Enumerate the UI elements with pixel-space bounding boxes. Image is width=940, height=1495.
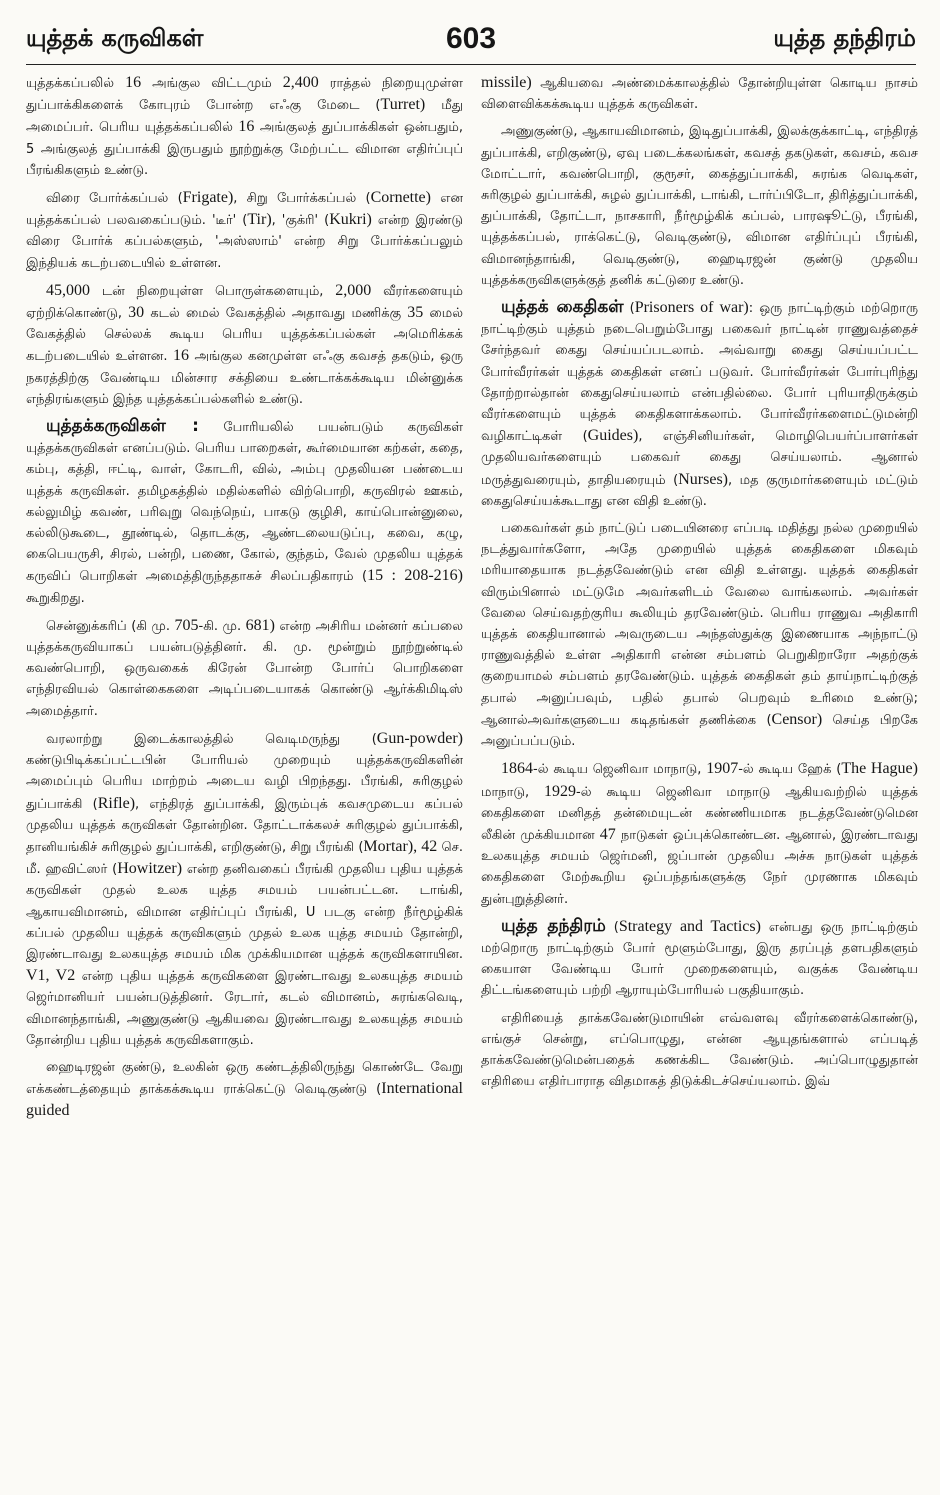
paragraph-text: போரியலில் பயன்படும் கருவிகள் யுத்தக்கருவிகள் எனப்படும். பெரிய பாறைகள், கூர்மையான கற்கள், கதை, கம்பு, கத்தி, ஈட்டி, வாள், கோடரி, வில், அம்பு முதலியன பண்டைய யுத்தக் கருவிகள். தமிழகத்தில் மதில்களில் விற்பொறி, கருவிரல் ஊகம், கல்லுமிழ் கவண், பரிவுறு வெந்நெய், பாகடு குழிசி, காய்பொன்னுலை, கல்லிடுகூடை, தூண்டில், தொடக்கு, ஆண்டலையடுப்பு, கவை, கழு, கைபெயருசி, சிரல், பன்றி, பணை, கோல், குந்தம், வேல் முதலிய யுத்தக் கருவிப் பொறிகள் அமைத்திருந்ததாகச் சிலப்பதிகாரம் (15 : 208-216) கூறுகிறது. [26, 420, 463, 606]
paragraph [26, 72, 463, 181]
paragraph-text: ஹைடிரஜன் குண்டு, உலகின் ஒரு கண்டத்திலிருந்து கொண்டே வேறு எக்கண்டத்தையும் தாக்கக்கூடிய ராக்கெட்டு வெடிகுண்டு (International guided [26, 1059, 463, 1120]
paragraph [26, 615, 463, 722]
paragraph-text: (Strategy and Tactics) என்பது ஒரு நாட்டிற்கும் மற்றொரு நாட்டிற்கும் போர் மூளும்போது, இரு தரப்புத் தளபதிகளும் கையாள வேண்டிய போர் முறைகளையும், வகுக்க வேண்டிய திட்டங்களையும் பற்றி ஆராயும்போரியல் பகுதியாகும். [481, 917, 918, 999]
paragraph-text: பகைவர்கள் தம் நாட்டுப் படையினரை எப்படி மதித்து நல்ல முறையில் நடத்துவார்களோ, அதே முறையில் யுத்தக் கைதிகளை மிகவும் மரியாதையாக நடத்தவேண்டும் என விதி உள்ளது. யுத்தக் கைதிகள் விரும்பினால் மட்டுமே அவர்களிடம் வேலை வாங்கலாம். அவர்கள் வேலை செய்வதற்குரிய கூலியும் தரவேண்டும். பெரிய ராணுவ அதிகாரி யுத்தக் கைதியானால் அவருடைய அந்தஸ்துக்கு இணையாக அந்நாட்டு ராணுவத்தில் உள்ள அதிகாரி என்ன சம்பளம் பெறுகிறாரோ அதற்குக் குறையாமல் சம்பளம் தரவேண்டும். யுத்தக் கைதிகள் தம் தாய்நாட்டிற்குத் தபால் அனுப்பவும், பதில் தபால் பெறவும் உரிமை உண்டு; ஆனால்அவர்களுடைய கடிதங்கள் தணிக்கை (Censor) செய்த பிறகே அனுப்பப்படும். [481, 521, 918, 750]
paragraph [481, 121, 918, 291]
paragraph [481, 72, 918, 115]
paragraph [26, 187, 463, 274]
paragraph [26, 1057, 463, 1123]
right-column [481, 72, 918, 1481]
paragraph-text: விரை போர்க்கப்பல் (Frigate), சிறு போர்க்கப்பல் (Cornette) என யுத்தக்கப்பல் பலவகைப்படும். 'டீர்' (Tir), 'குக்ரி' (Kukri) என்ற இரண்டு விரை போர்க் கப்பல்களும், 'அஸ்ஸாம்' என்ற சிறு போர்க்கப்பலும் இந்தியக் கடற்படையில் உள்ளன. [26, 189, 463, 271]
paragraph [481, 518, 918, 752]
entry-heading: யுத்தக்கருவிகள் : [46, 416, 199, 437]
paragraph [481, 916, 918, 1002]
page-number: 603 [445, 22, 497, 55]
paragraph-text: வரலாற்று இடைக்காலத்தில் வெடிமருந்து (Gun-powder) கண்டுபிடிக்கப்பட்டபின் போரியல் முறையும் யுத்தக்கருவிகளின் அமைப்பும் பெரிய மாற்றம் அடைய வழி பிறந்தது. பீரங்கி, சுரிகுழல் துப்பாக்கி (Rifle), எந்திரத் துப்பாக்கி, இரும்புக் கவசமுடைய கப்பல் முதலிய யுத்தக் கருவிகள் தோன்றின. தோட்டாக்கலச் சுரிகுழல் துப்பாக்கி, தானியங்கிச் சுரிகுழல் துப்பாக்கி, எறிகுண்டு, சிறு பீரங்கி (Mortar), 42 செ. மீ. ஹவிட்ஸர் (Howitzer) என்ற தனிவகைப் பீரங்கி முதலிய புதிய யுத்தக் கருவிகள் முதல் உலக யுத்த சமயம் பயன்பட்டன. டாங்கி, ஆகாயவிமானம், விமான எதிர்ப்புப் பீரங்கி, U படகு என்ற நீர்மூழ்கிக் கப்பல் முதலிய யுத்தக் கருவிகளும் முதல் உலக யுத்த சமயம் தோன்றி, இரண்டாவது உலகயுத்த சமயம் மிக முக்கியமான யுத்தக் கருவிகளாயின. V1, V2 என்ற புதிய யுத்தக் கருவிகளை இரண்டாவது உலகயுத்த சமயம் ஜெர்மானியர் பயன்படுத்தினர். ரேடார், கடல் விமானம், சுரங்கவெடி, விமானந்தாங்கி, அணுகுண்டு ஆகியவை இரண்டாவது உலகயுத்த சமயம் தோன்றிய புதிய யுத்தக் கருவிகளாகும். [26, 729, 463, 1048]
running-head-left: யுத்தக் கருவிகள் [26, 23, 204, 52]
left-column [26, 72, 463, 1481]
entry-heading: யுத்த தந்திரம் [501, 915, 606, 936]
paragraph-text: யுத்தக்கப்பலில் 16 அங்குல விட்டமும் 2,400 ராத்தல் நிறையுமுள்ள துப்பாக்கிகளைக் கோபுரம் போன்ற எஃகு மேடை (Turret) மீது அமைப்பர். பெரிய யுத்தக்கப்பலில் 16 அங்குலத் துப்பாக்கிகள் ஒன்பதும், 5 அங்குலத் துப்பாக்கி இருபதும் நூற்றுக்கு மேற்பட்ட விமான எதிர்ப்புப் பீரங்கிகளும் உண்டு. [26, 74, 463, 178]
paragraph [26, 728, 463, 1051]
running-head-right: யுத்த தந்திரம் [773, 23, 916, 52]
paragraph [481, 1008, 918, 1093]
paragraph-text: 1864-ல் கூடிய ஜெனிவா மாநாடு, 1907-ல் கூடிய ஹேக் (The Hague) மாநாடு, 1929-ல் கூடிய ஜெனிவா மாநாடு ஆகியவற்றில் யுத்தக் கைதிகளை மனிதத் தன்மையுடன் கண்ணியமாக நடத்தவேண்டுமென லீகின் முக்கியமான 47 நாடுகள் ஒப்புக்கொண்டன. ஆனால், இரண்டாவது உலகயுத்த சமயம் ஜெர்மனி, ஜப்பான் முதலிய அச்சு நாடுகள் யுத்தக் கைதிகளை மேற்கூறிய ஒப்பந்தங்களுக்கு நேர் முரணாக மிகவும் துன்புறுத்தினர். [481, 760, 918, 907]
paragraph-text: missile) ஆகியவை அண்மைக்காலத்தில் தோன்றியுள்ள கொடிய நாசம் விளைவிக்கக்கூடிய யுத்தக் கருவிகள். [481, 74, 918, 113]
page-header [26, 14, 916, 65]
body-columns [26, 72, 918, 1481]
paragraph [26, 416, 463, 609]
paragraph-text: சென்னுக்கரிப் (கி மு. 705-கி. மு. 681) என்ற அசிரிய மன்னர் கப்பலை யுத்தக்கருவியாகப் பயன்படுத்தினர். கி. மு. மூன்றும் நூற்றுண்டில் கவண்பொறி, ஒருவகைக் கிரேன் போன்ற போர்ப் பொறிகளை எந்திரவியல் கொள்கைகளை அடிப்படையாகக் கொண்டு ஆர்க்கிமிடிஸ் அமைத்தார். [26, 616, 463, 719]
paragraph-text: (Prisoners of war): ஒரு நாட்டிற்கும் மற்றொரு நாட்டிற்கும் யுத்தம் நடைபெறும்போது பகைவர் நாட்டின் ராணுவத்தைச் சேர்ந்தவர் கைது செய்யப்படலாம். அவ்வாறு கைது செய்யப்பட்ட போர்வீரர்கள் யுத்தக் கைதிகள் எனப் படுவர். போர்வீரர்கள் போர்புரிந்து தோற்றால்தான் கைதுசெய்யலாம் என்பதில்லை. போர் புரியாதிருக்கும் வீரர்களையும் யுத்தக் கைதிகளாக்கலாம். போர்வீரர்களைமட்டுமன்றி வழிகாட்டிகள் (Guides), எஞ்சினியர்கள், மொழிபெயர்ப்பாளர்கள் முதலியவர்களையும் பகைவர் கைது செய்யலாம். ஆனால் மருத்துவரையும், தாதியரையும் (Nurses), மத குருமார்களையும் மட்டும் கைதுசெய்யக்கூடாது என விதி உண்டு. [481, 299, 918, 509]
paragraph-text: அணுகுண்டு, ஆகாயவிமானம், இடிதுப்பாக்கி, இலக்குக்காட்டி, எந்திரத் துப்பாக்கி, எறிகுண்டு, ஏவு படைக்கலங்கள், கவசத் தகடுகள், கவசம், கவச மோட்டார், கவண்பொறி, குரூசர், கைத்துப்பாக்கி, சுரங்க வெடிகள், சுரிகுழல் துப்பாக்கி, சுழல் துப்பாக்கி, டாங்கி, டார்ப்பிடோ, திரித்துப்பாக்கி, துப்பாக்கி, தோட்டா, நாசகாரி, நீர்மூழ்கிக் கப்பல், பாரஷூட்டு, பீரங்கி, யுத்தக்கப்பல், ராக்கெட்டு, வெடிகுண்டு, விமான எதிர்ப்புப் பீரங்கி, விமானந்தாங்கி, வெடிகுண்டு, ஹைடிரஜன் குண்டு முதலிய யுத்தக்கருவிகளுக்குத் தனிக் கட்டுரை உண்டு. [481, 124, 918, 288]
paragraph [26, 280, 463, 410]
paragraph [481, 297, 918, 512]
paragraph [481, 758, 918, 909]
paragraph-text: எதிரியைத் தாக்கவேண்டுமாயின் எவ்வளவு வீரர்களைக்கொண்டு, எங்குச் சென்று, எப்பொழுது, என்ன ஆயுதங்களால் எப்படித் தாக்கவேண்டுமென்பதைக் கணக்கிட வேண்டும். அப்பொழுதுதான் எதிரியை எதிர்பாராத விதமாகத் திடுக்கிடச்செய்யலாம். இவ் [481, 1010, 918, 1090]
entry-heading: யுத்தக் கைதிகள் [501, 297, 624, 318]
paragraph-text: 45,000 டன் நிறையுள்ள பொருள்களையும், 2,000 வீரர்களையும் ஏற்றிக்கொண்டு, 30 கடல் மைல் வேகத்தில் அதாவது மணிக்கு 35 மைல் வேகத்தில் செல்லக் கூடிய பெரிய யுத்தக்கப்பல்கள் அமெரிக்கக் கடற்படையில் உள்ளன. 16 அங்குல கனமுள்ள எஃகு கவசத் தகடும், ஒரு நகரத்திற்கு வேண்டிய மின்சார சக்தியை உண்டாக்கக்கூடிய மின்னுக்க எந்திரங்களும் இந்த யுத்தக்கப்பல்களில் உண்டு. [26, 281, 463, 407]
